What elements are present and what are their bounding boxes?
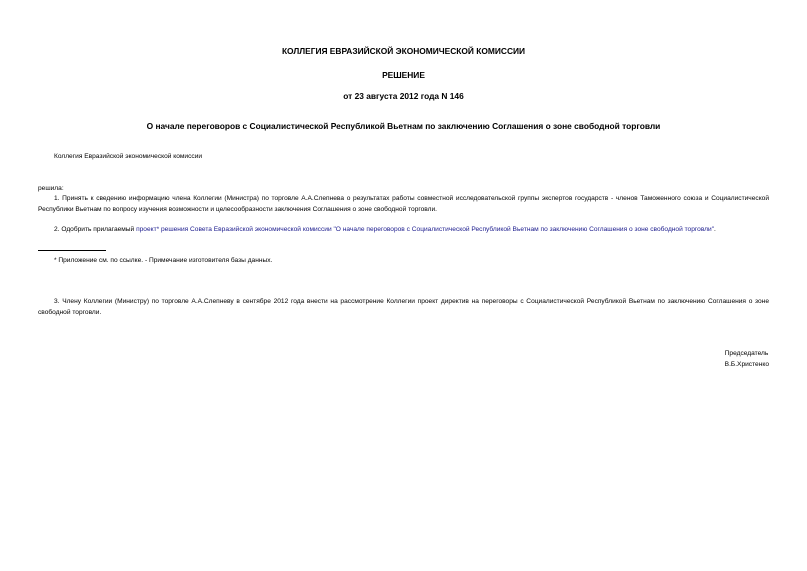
organization-heading: КОЛЛЕГИЯ ЕВРАЗИЙСКОЙ ЭКОНОМИЧЕСКОЙ КОМИССИИ [281,46,526,56]
signatory-name: В.Б.Христенко [724,361,769,368]
item-1-paragraph: 1. Принять к сведению информацию члена Коллегии (Министра) по торговле А.А.Слепнева о результатах работы совместной исследовательской группы экспертов государств - членов Таможенного союза и Социалистической Республики Вьетнам по вопросу изучения возможности и целесообразности заключения Соглашения о зоне свободной торговли. [38,195,769,213]
item-3-paragraph: 3. Члену Коллегии (Министру) по торговле А.А.Слепневу в сентябре 2012 года внести на рассмотрение Коллегии проект директив на переговоры с Социалистической Республикой Вьетнам по заключению Соглашения о зоне свободной торговли. [38,298,769,316]
item-2-prefix: 2. Одобрить прилагаемый [54,226,137,233]
resolved-label: решила: [38,185,64,192]
signature-block [725,348,769,370]
footnote: * Приложение см. по ссылке. - Примечание изготовителя базы данных. [54,257,273,264]
document-date-number: от 23 августа 2012 года N 146 [343,91,464,101]
draft-decision-link[interactable]: проект* решения Совета Евразийской экономической комиссии "О начале переговоров с Социалистической Республикой Вьетнам по заключению Соглашения о зоне свободной торговли" [136,226,715,233]
preamble: Коллегия Евразийской экономической комиссии [54,153,203,160]
document-page [38,0,769,571]
document-title: О начале переговоров с Социалистической Республикой Вьетнам по заключению Соглашения о зоне свободной торговли [146,121,661,131]
signatory-position: Председатель [724,350,769,357]
document-type-heading: РЕШЕНИЕ [382,70,425,80]
item-2-paragraph [38,224,769,235]
item-2-suffix: . [714,226,716,233]
footnote-divider [38,250,106,251]
